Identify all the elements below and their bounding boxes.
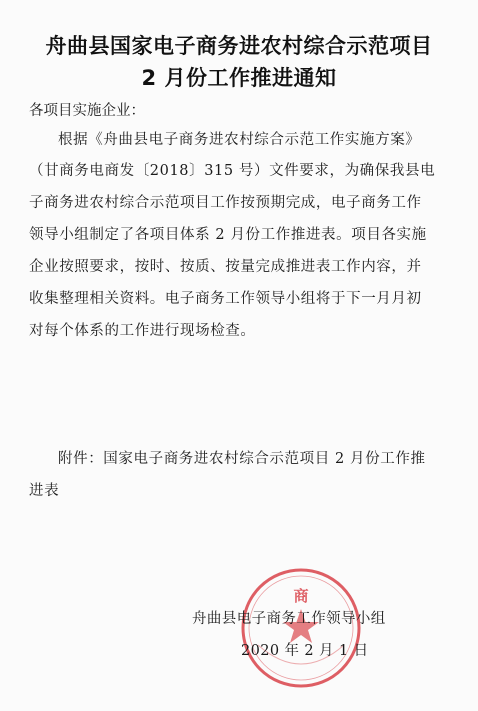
body-line-6: 收集整理相关资料。电子商务工作领导小组将于下一月月初 xyxy=(29,291,422,307)
official-seal xyxy=(238,565,364,691)
body-line-1: 根据《舟曲县电子商务进农村综合示范工作实施方案》 xyxy=(58,132,421,148)
attachment-line-1: 附件：国家电子商务进农村综合示范项目 2 月份工作推 xyxy=(58,451,426,467)
attachment-line-2: 进表 xyxy=(29,483,60,499)
salutation: 各项目实施企业： xyxy=(29,103,145,119)
body-line-4: 领导小组制定了各项目体系 2 月份工作推进表。项目各实施 xyxy=(29,227,427,243)
signature-organization: 舟曲县电子商务工作领导小组 xyxy=(192,611,386,627)
body-line-5: 企业按照要求，按时、按质、按量完成推进表工作内容，并 xyxy=(29,259,422,275)
document-title-line-1: 舟曲县国家电子商务进农村综合示范项目 xyxy=(45,34,433,58)
body-line-7: 对每个体系的工作进行现场检查。 xyxy=(29,323,256,339)
document-title-line-2: 2 月份工作推进通知 xyxy=(141,66,337,90)
signature-date: 2020 年 2 月 1 日 xyxy=(241,643,369,659)
seal-character: 商 xyxy=(293,587,309,605)
body-line-2: （甘商务电商发〔2018〕315 号）文件要求，为确保我县电 xyxy=(29,163,436,179)
body-line-3: 子商务进农村综合示范项目工作按预期完成，电子商务工作 xyxy=(29,195,422,211)
